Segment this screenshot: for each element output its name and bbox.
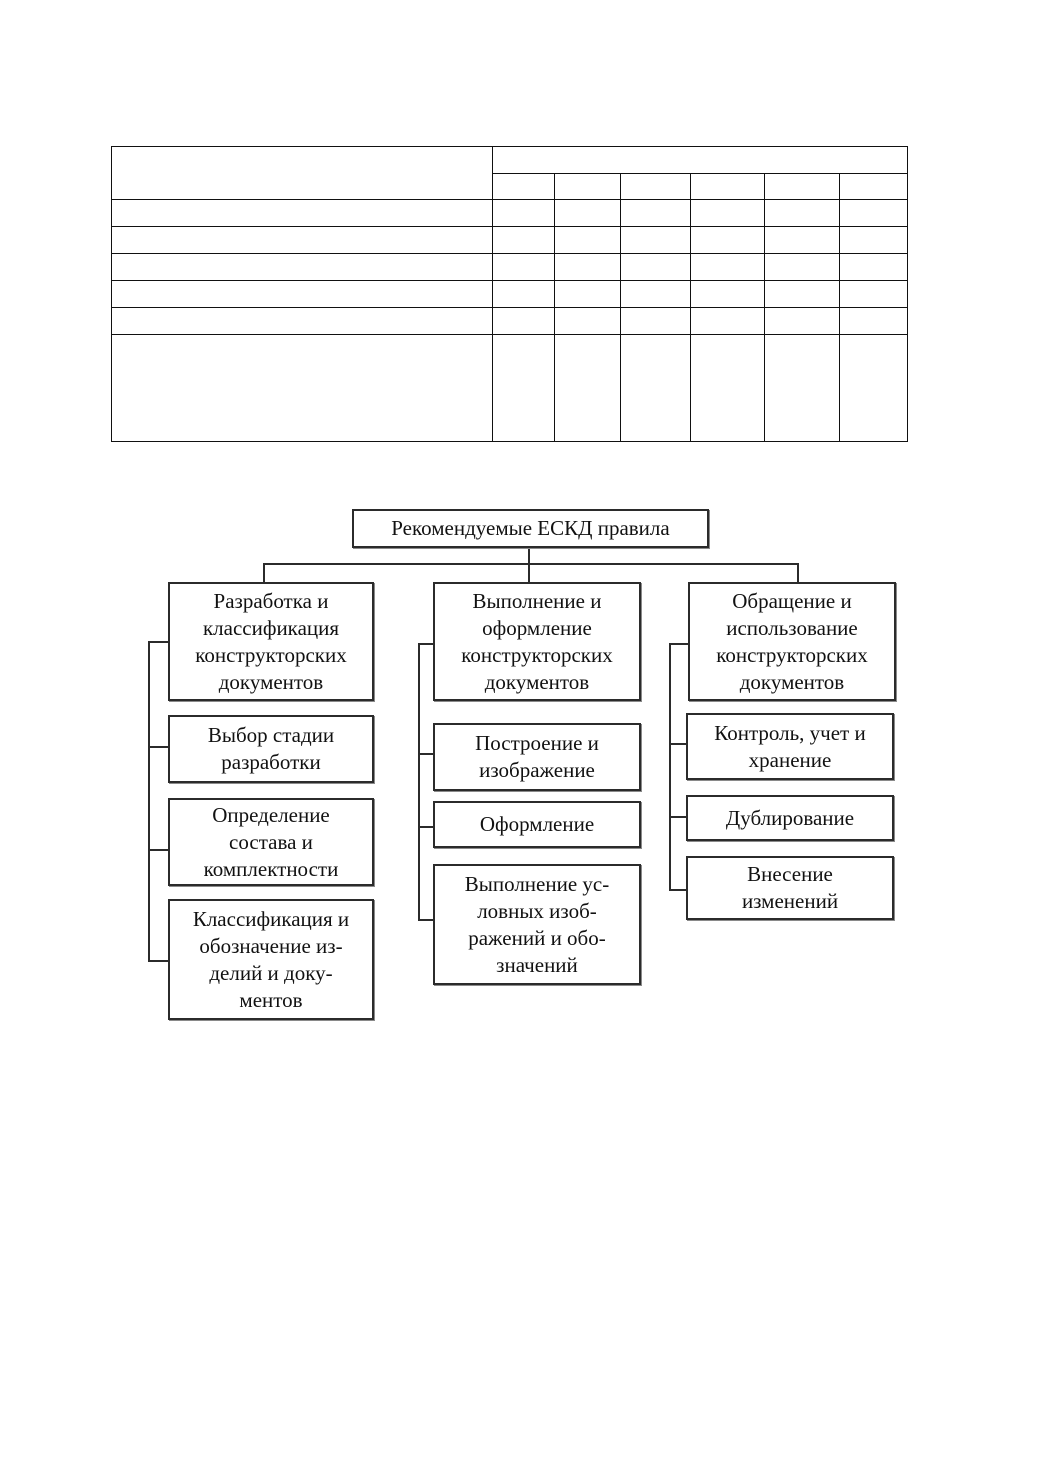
right-bracket-tick <box>669 643 688 645</box>
branch-head-circulation: Обращение и использование конструкторских документов <box>688 582 896 701</box>
middle-bracket-tick <box>418 753 433 755</box>
child-formatting: Оформление <box>433 801 641 848</box>
branch-head-execution: Выполнение и оформление конструкторских документов <box>433 582 641 701</box>
diagram-root-box: Рекомендуемые ЕСКД правила <box>352 509 709 548</box>
left-bracket-tick <box>148 849 168 851</box>
child-symbols: Выполнение ус- ловных изоб- ражений и обо- значений <box>433 864 641 985</box>
branch-drop-middle <box>528 563 530 582</box>
middle-bracket-tick <box>418 919 433 921</box>
child-duplication: Дублирование <box>686 795 894 841</box>
left-bracket-tick <box>148 746 168 748</box>
root-connector <box>528 547 530 564</box>
left-bracket-line <box>148 641 150 962</box>
middle-bracket-tick <box>418 643 433 645</box>
child-stage-selection: Выбор стадии разработки <box>168 715 374 783</box>
branch-drop-right <box>797 563 799 582</box>
child-construction: Построение и изображение <box>433 723 641 791</box>
child-control: Контроль, учет и хранение <box>686 713 894 780</box>
middle-bracket-tick <box>418 826 433 828</box>
child-changes: Внесение изменений <box>686 856 894 920</box>
right-bracket-line <box>669 643 671 891</box>
branch-head-development: Разработка и классификация конструкторских документов <box>168 582 374 701</box>
left-bracket-tick <box>148 960 168 962</box>
branch-bus-line <box>263 563 798 565</box>
child-composition: Определение состава и комплектности <box>168 798 374 886</box>
left-bracket-tick <box>148 641 168 643</box>
middle-bracket-line <box>418 643 420 921</box>
child-classification: Классификация и обозначение из- делий и доку- ментов <box>168 899 374 1020</box>
branch-drop-left <box>263 563 265 582</box>
